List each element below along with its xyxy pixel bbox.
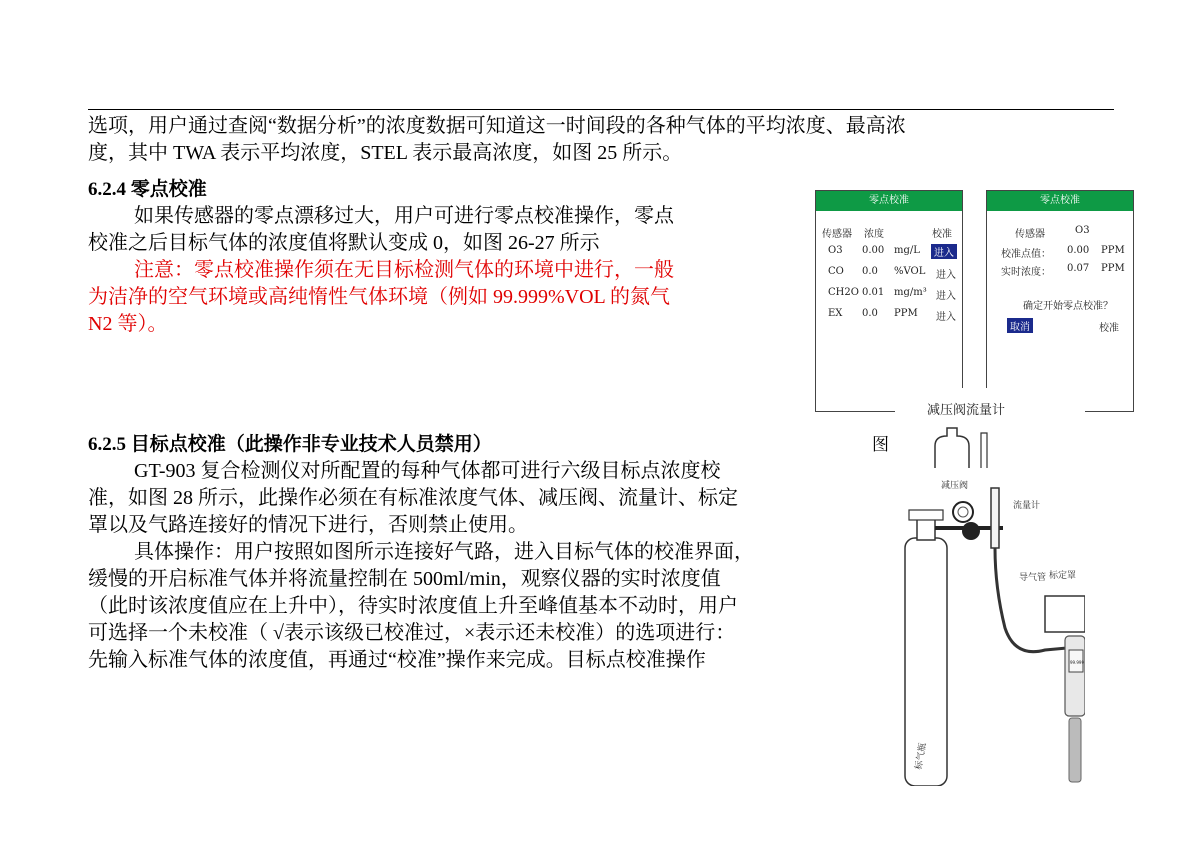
note-line: 为洁净的空气环境或高纯惰性气体环境（例如 99.999%VOL 的氮气 [88, 286, 671, 308]
gas-detector-icon [1065, 636, 1085, 716]
realtime-value: 0.07 [1067, 263, 1090, 274]
confirm-prompt: 确定开始零点校准？ [1023, 301, 1113, 312]
section-heading: 6.2.4 零点校准 [88, 179, 207, 200]
realtime-unit: PPM [1101, 263, 1125, 274]
calibration-setup-illustration [895, 388, 1085, 786]
zero-calibration-confirm-screen [986, 190, 1134, 412]
screen-title-bar: 零点校准 [816, 191, 962, 211]
text-line: 罩以及气路连接好的情况下进行，否则禁止使用。 [88, 514, 528, 536]
note-line: 注意：零点校准操作须在无目标检测气体的环境中进行，一般 [134, 259, 674, 281]
row-unit: mg/m³ [894, 287, 927, 298]
enter-button[interactable]: 进入 [936, 291, 956, 302]
cylinder-label: 标气瓶 [914, 742, 929, 771]
row-sensor: CO [828, 266, 844, 277]
text-line: 准，如图 28 所示，此操作必须在有标准浓度气体、减压阀、流量计、标定 [88, 487, 738, 509]
header-rule [88, 109, 1114, 110]
flowmeter-label: 流量计 [1013, 501, 1041, 511]
header-sensor: 传感器 [822, 229, 852, 240]
zero-point-value: 0.00 [1067, 245, 1090, 256]
row-unit: %VOL [894, 266, 926, 277]
text-line: 度，其中 TWA 表示平均浓度，STEL 表示最高浓度，如图 25 所示。 [88, 142, 683, 164]
note-line: N2 等）。 [88, 313, 168, 335]
header-calibrate: 校准 [932, 229, 952, 240]
section-6-2-5 [88, 431, 754, 674]
row-value: 0.0 [862, 308, 878, 319]
text-line: 校准之后目标气体的浓度值将默认变成 0，如图 26-27 所示 [88, 232, 600, 254]
cancel-button[interactable]: 取消 [1007, 318, 1033, 333]
zero-point-unit: PPM [1101, 245, 1125, 256]
row-value: 0.0 [862, 266, 878, 277]
top-paragraph [88, 113, 906, 167]
pressure-reducer-knob-icon [962, 522, 980, 540]
enter-button[interactable]: 进入 [936, 312, 956, 323]
valve-label: 减压阀 [941, 481, 969, 491]
text-line: 缓慢的开启标准气体并将流量控制在 500ml/min，观察仪器的实时浓度值 [88, 568, 721, 590]
text-line: 如果传感器的零点漂移过大，用户可进行零点校准操作，零点 [134, 205, 674, 227]
device-reading: 99.999 [1070, 660, 1084, 665]
enter-button-selected[interactable]: 进入 [931, 244, 957, 259]
section-6-2-4 [88, 176, 674, 338]
header-concentration: 浓度 [864, 229, 884, 240]
row-sensor: EX [828, 308, 843, 319]
section-heading: 6.2.5 目标点校准（此操作非专业技术人员禁用） [88, 434, 492, 455]
cylinder-valve-icon [917, 518, 935, 540]
zero-point-label: 校准点值： [1001, 249, 1051, 260]
zero-calibration-list-screen [815, 190, 963, 412]
text-line: 具体操作：用户按照如图所示连接好气路，进入目标气体的校准界面， [134, 541, 754, 563]
illustration-title: 减压阀流量计 [927, 403, 1006, 418]
sensor-value: O3 [1075, 225, 1090, 236]
row-sensor: CH2O [828, 287, 859, 298]
text-line: GT-903 复合检测仪对所配置的每种气体都可进行六级目标点浓度校 [134, 460, 721, 482]
screen-title-bar: 零点校准 [987, 191, 1133, 211]
row-sensor: O3 [828, 245, 843, 256]
text-line: 选项，用户通过查阅“数据分析”的浓度数据可知道这一时间段的各种气体的平均浓度、最高浓 [88, 115, 906, 137]
tube-label: 导气管 [1019, 573, 1047, 583]
text-line: （此时该浓度值应在上升中），待实时浓度值上升至峰值基本不动时，用户 [88, 595, 738, 617]
calibration-hood-icon [1045, 596, 1085, 632]
figure-label: 图 [872, 435, 889, 454]
sensor-label: 传感器 [1015, 229, 1045, 240]
flowmeter-icon [991, 488, 999, 548]
row-unit: PPM [894, 308, 918, 319]
row-value: 0.00 [862, 245, 885, 256]
hood-label: 标定罩 [1049, 571, 1077, 581]
row-unit: mg/L [894, 245, 920, 256]
row-value: 0.01 [862, 287, 885, 298]
text-line: 可选择一个未校准（ √表示该级已校准过，×表示还未校准）的选项进行： [88, 622, 736, 644]
text-line: 先输入标准气体的浓度值，再通过“校准”操作来完成。目标点校准操作 [88, 649, 706, 671]
calibrate-button[interactable]: 校准 [1099, 323, 1119, 334]
enter-button[interactable]: 进入 [936, 270, 956, 281]
realtime-label: 实时浓度： [1001, 267, 1051, 278]
